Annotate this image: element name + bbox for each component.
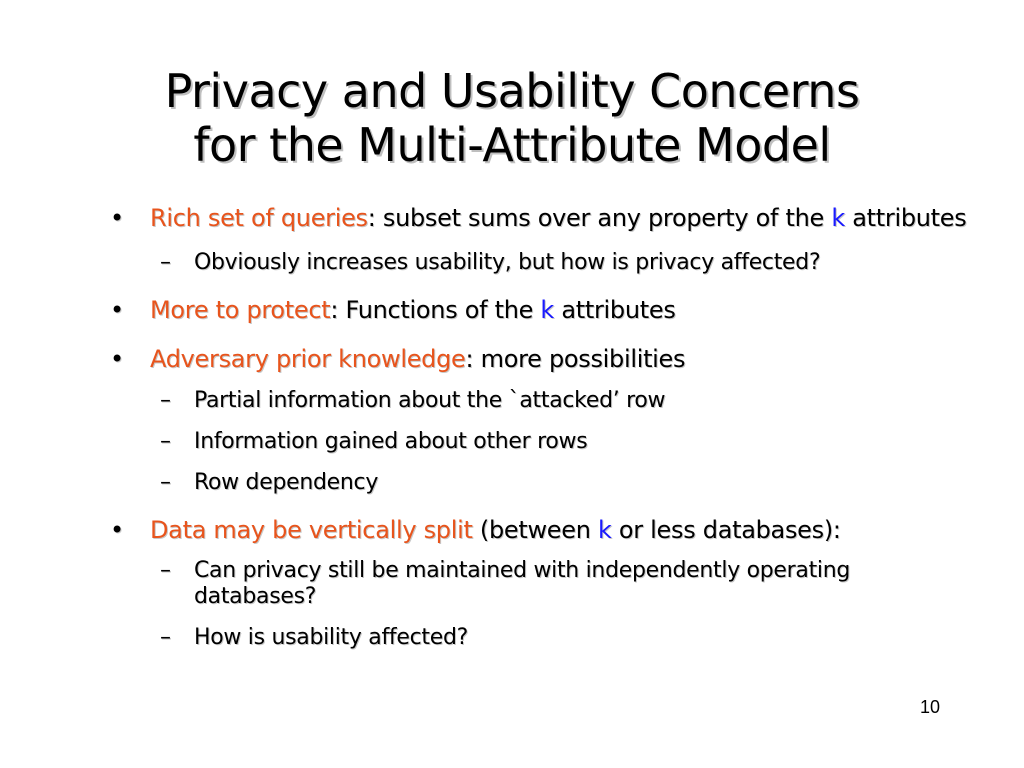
bullet-highlight: Rich set of queries xyxy=(150,204,368,232)
variable-k: k xyxy=(831,204,845,232)
sub-bullet-text: How is usability affected? xyxy=(194,625,468,650)
bullet-text: or less databases): xyxy=(611,516,841,544)
slide-title-line-2: for the Multi-Attribute Model xyxy=(193,118,831,172)
bullet-text: : more possibilities xyxy=(465,345,686,373)
bullet-marker: • xyxy=(110,204,124,232)
sub-bullet-text: Information gained about other rows xyxy=(194,429,588,454)
sub-bullet-text: Row dependency xyxy=(194,470,379,495)
sub-bullet-text: Obviously increases usability, but how is privacy affected? xyxy=(194,250,821,275)
sub-bullet-marker: – xyxy=(160,388,171,413)
sub-bullet-item xyxy=(108,469,968,496)
sub-bullet-marker: – xyxy=(160,250,171,275)
sub-bullet-item xyxy=(108,387,968,414)
variable-k: k xyxy=(540,296,555,324)
bullet-marker: • xyxy=(110,296,124,324)
bullet-text: attributes xyxy=(554,296,676,324)
sub-bullet-marker: – xyxy=(160,429,171,454)
bullet-marker: • xyxy=(110,345,124,373)
bullet-highlight: Data may be vertically split xyxy=(150,516,473,544)
sub-bullet-marker: – xyxy=(160,625,171,650)
bullet-text: attributes xyxy=(844,204,967,232)
sub-bullet-marker: – xyxy=(160,470,171,495)
bullet-highlight: Adversary prior knowledge xyxy=(150,345,466,373)
sub-bullet-item xyxy=(108,624,968,651)
sub-bullet-item xyxy=(108,558,968,610)
bullet-item xyxy=(108,516,968,545)
bullet-item xyxy=(108,296,968,325)
variable-k: k xyxy=(597,516,612,544)
sub-bullet-marker: – xyxy=(160,558,171,583)
bullet-marker: • xyxy=(110,516,124,544)
bullet-text: : Functions of the xyxy=(330,296,541,324)
sub-bullet-item xyxy=(108,428,968,455)
bullet-text: : subset sums over any property of the xyxy=(367,204,832,232)
page-number: 10 xyxy=(919,697,940,717)
bullet-text: (between xyxy=(472,516,598,544)
sub-bullet-text: Partial information about the `attacked’ row xyxy=(194,388,666,413)
bullet-item xyxy=(108,204,968,233)
bullet-highlight: More to protect xyxy=(150,296,331,324)
slide-title-line-1: Privacy and Usability Concerns xyxy=(164,64,860,118)
sub-bullet-text: Can privacy still be maintained with independently operating databases? xyxy=(194,558,851,609)
bullet-item xyxy=(108,345,968,374)
slide-body xyxy=(108,204,968,651)
sub-bullet-item xyxy=(108,249,968,276)
slide-title xyxy=(0,64,1024,172)
